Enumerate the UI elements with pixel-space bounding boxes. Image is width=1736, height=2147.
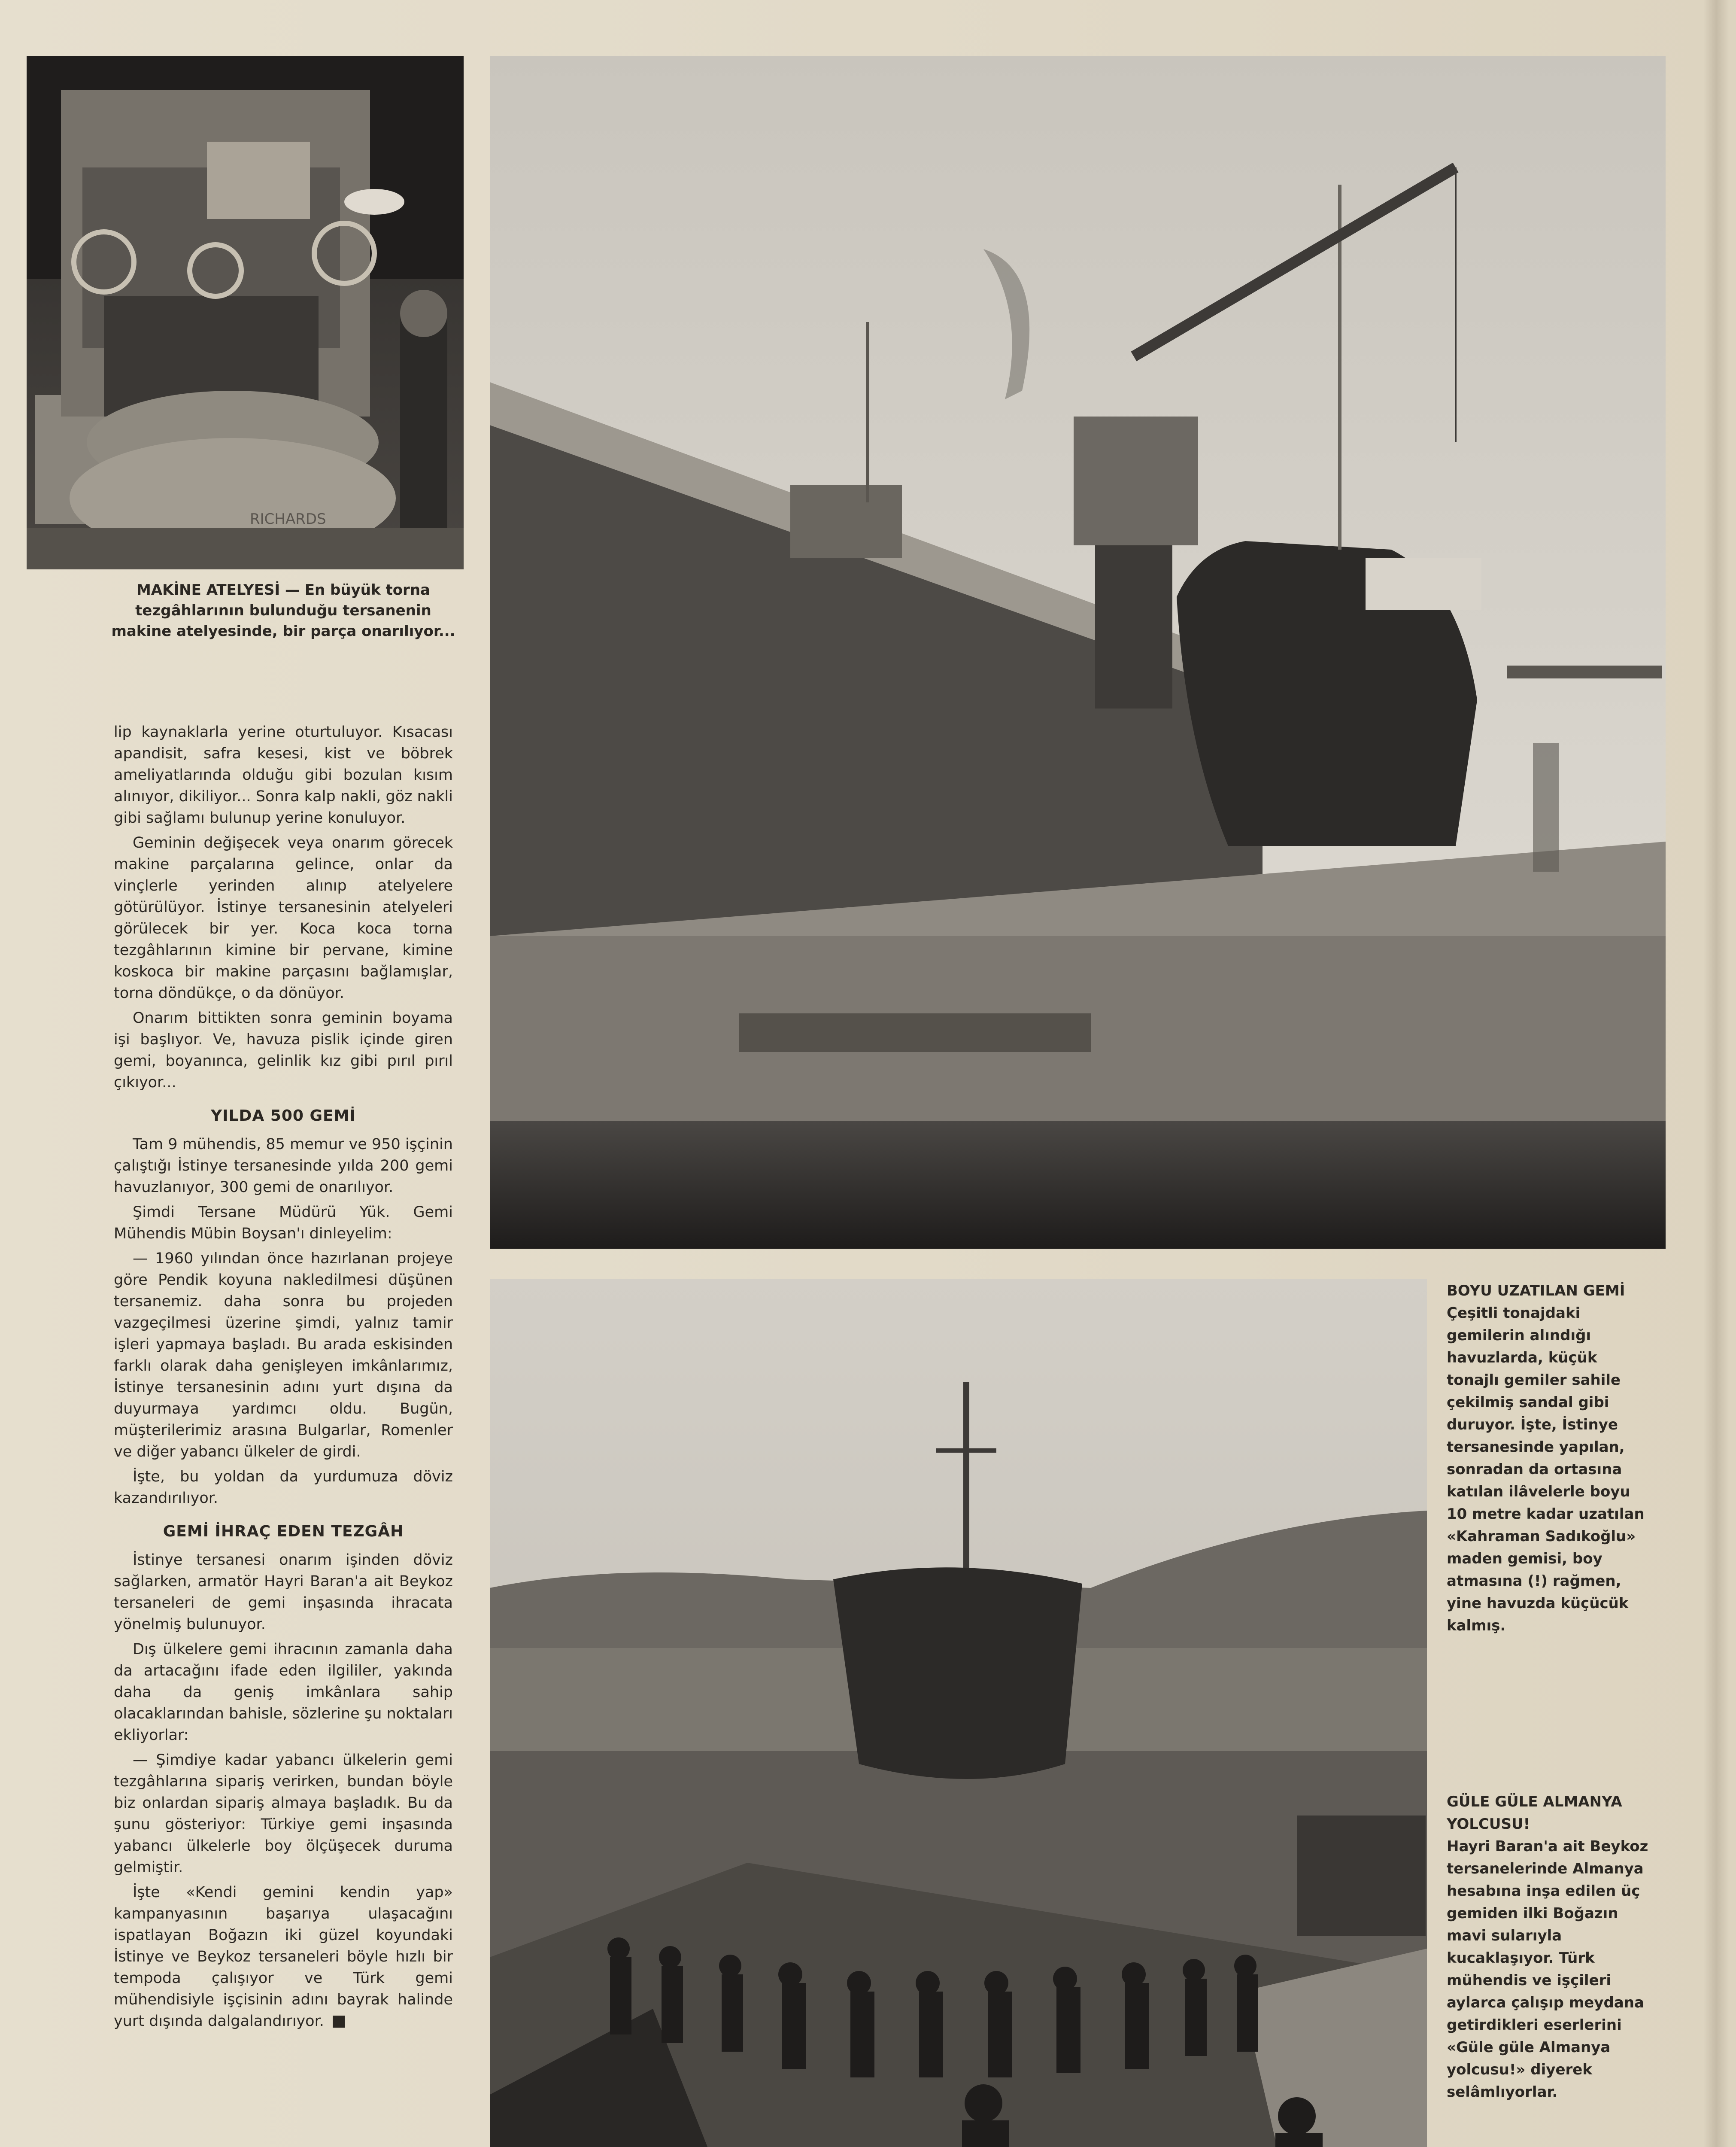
page-fold-shadow bbox=[1703, 0, 1729, 2147]
dry-dock-crane-photo bbox=[490, 56, 1666, 1249]
side-caption-2-head: GÜLE GÜLE ALMANYA YOLCUSU! bbox=[1447, 1793, 1622, 1833]
paragraph-4: Tam 9 mühendis, 85 memur ve 950 işçinin çalıştığı İstinye tersanesinde yılda 200 gemi havuzlanıyor, 300 gemi de onarılıyor. bbox=[114, 1136, 453, 1196]
richards-plate-label: RICHARDS bbox=[250, 511, 326, 528]
paragraph-10: — Şimdiye kadar yabancı ülkelerin gemi tezgâhlarına sipariş verirken, bundan böyle biz onlardan sipariş almaya başladık. Bu da şunu gösteriyor: Türkiye gemi inşasında yabancı ülkelerle boy ölçüşecek duruma gelmiştir. bbox=[114, 1752, 453, 1876]
paragraph-8: İstinye tersanesi onarım işinden döviz sağlarken, armatör Hayri Baran'a ait Beykoz tersaneleri de gemi inşasında ihracata yönelmiş bulunuyor. bbox=[114, 1551, 453, 1633]
paragraph-11-text: İşte «Kendi gemini kendin yap» kampanyasının başarıya ulaşacağını ispatlayan Boğazın iki güzel koyundaki İstinye ve Beykoz tersaneleri böyle hızlı bir tempoda çalışıyor ve Türk gemi mühendisiyle işçisinin adını bayrak halinde yurt dışında dalgalandırıyor. bbox=[114, 1884, 453, 2030]
side-caption-gule-gule bbox=[1447, 1791, 1648, 2103]
paragraph-1: lip kaynaklarla yerine oturtuluyor. Kısacası apandisit, safra kesesi, kist ve böbrek ameliyatlarında olduğu gibi bozulan kısım alınıyor, dikiliyor... Sonra kalp nakli, göz nakli gibi sağlamı bulunup yerine konuluyor. bbox=[114, 724, 453, 827]
end-mark-square bbox=[333, 2016, 345, 2028]
caption-text: — En büyük torna tezgâhlarının bulunduğu tersanenin makine atelyesinde, bir parça onarılıyor... bbox=[111, 581, 455, 640]
side-caption-1-head: BOYU UZATILAN GEMİ bbox=[1447, 1282, 1625, 1299]
paragraph-9: Dış ülkelere gemi ihracının zamanla daha da artacağını ifade eden ilgililer, yakında daha da geniş imkânlara sahip olacaklarından bahisle, sözlerine şu noktaları ekliyorlar: bbox=[114, 1641, 453, 1744]
paragraph-2: Geminin değişecek veya onarım görecek makine parçalarına gelince, onlar da vinçlerle yerinden alınıp atelyelere götürülüyor. İstinye tersanesinin atelyeleri görülecek bir yer. Koca koca torna tezgâhlarının kimine bir pervane, kimine koskoca bir makine parçasını bağlamışlar, torna döndükçe, o da dönüyor. bbox=[114, 834, 453, 1002]
paragraph-7: İşte, bu yoldan da yurdumuza döviz kazandırılıyor. bbox=[114, 1468, 453, 1507]
subheading-yilda-500-gemi: YILDA 500 GEMİ bbox=[211, 1107, 356, 1125]
ship-launch-photo bbox=[490, 1279, 1427, 2147]
paragraph-5: Şimdi Tersane Müdürü Yük. Gemi Mühendis Mübin Boysan'ı dinleyelim: bbox=[114, 1204, 453, 1242]
caption-head: MAKİNE ATELYESİ bbox=[137, 581, 280, 599]
side-caption-1-text: Çeşitli tonajdaki gemilerin alındığı havuzlarda, küçük tonajlı gemiler sahile çekilmiş sandal gibi duruyor. İşte, İstinye tersanesinde yapılan, sonradan da ortasına katılan ilâvelerle boyu 10 metre kadar uzatılan «Kahraman Sadıkoğlu» maden gemisi, boy atmasına (!) rağmen, yine havuzda küçücük kalmış. bbox=[1447, 1305, 1645, 1634]
paragraph-3: Onarım bittikten sonra geminin boyama işi başlıyor. Ve, havuza pislik içinde giren gemi, boyanınca, gelinlik kız gibi pırıl pırıl çıkıyor... bbox=[114, 1010, 453, 1091]
subheading-gemi-ihrac: GEMİ İHRAÇ EDEN TEZGÂH bbox=[163, 1523, 404, 1540]
machine-workshop-photo bbox=[27, 56, 464, 569]
paragraph-6: — 1960 yılından önce hazırlanan projeye göre Pendik koyuna nakledilmesi düşünen tersanemiz. daha sonra bu projeden vazgeçilmesi üzerine şimdi, yalnız tamir işleri yapmaya başladı. Bu arada eskisinden farklı olarak daha genişleyen imkânlarımız, İstinye tersanesinin adını yurt dışına da duyurmaya yardımcı oldu. Bugün, müşterilerimiz arasına Bulgarlar, Romenler ve diğer yabancı ülkeler de girdi. bbox=[114, 1250, 453, 1460]
paragraph-11 bbox=[114, 1882, 453, 2032]
article-column bbox=[114, 721, 453, 2035]
machine-workshop-caption bbox=[107, 580, 459, 642]
side-caption-2-text: Hayri Baran'a ait Beykoz tersanelerinde Almanya hesabına inşa edilen üç gemiden ilki Boğazın mavi sularıyla kucaklaşıyor. Türk mühendis ve işçileri aylarca çalışıp meydana getirdikleri eserlerini «Güle güle Almanya yolcusu!» diyerek selâmlıyorlar. bbox=[1447, 1838, 1648, 2101]
side-caption-boyu-uzatilan bbox=[1447, 1280, 1648, 1637]
